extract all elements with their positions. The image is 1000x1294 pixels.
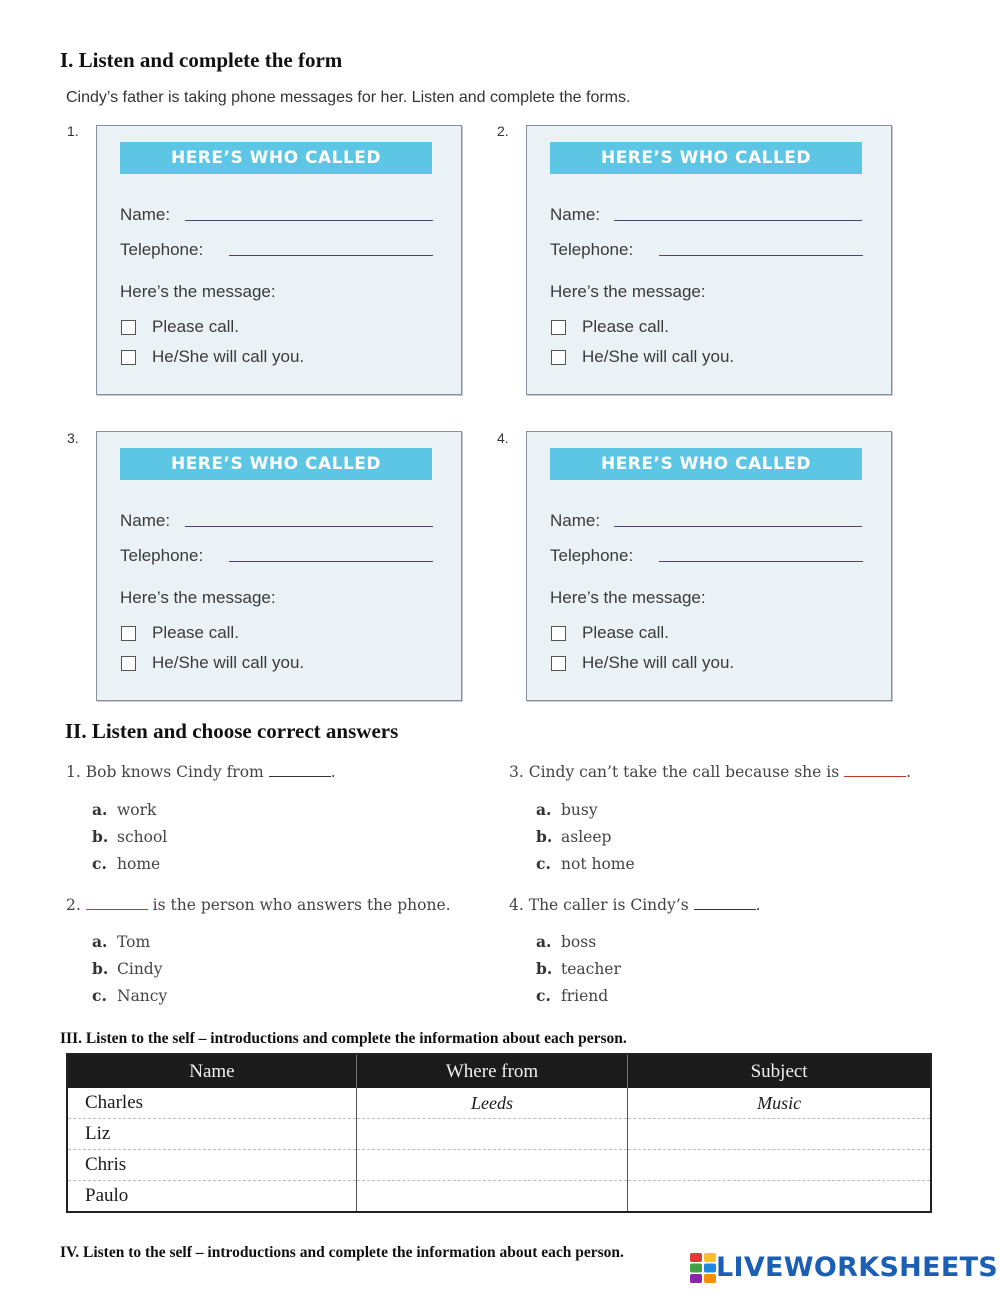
option-text: boss: [561, 933, 597, 951]
form-banner: HERE’S WHO CALLED: [120, 448, 432, 480]
subject-cell: Music: [628, 1088, 931, 1119]
option-text: home: [117, 855, 161, 873]
question-3: [509, 763, 911, 781]
name-answer-line[interactable]: [614, 526, 862, 527]
where-from-cell[interactable]: [356, 1119, 627, 1150]
table-row: [67, 1181, 931, 1213]
name-answer-line[interactable]: [614, 220, 862, 221]
please-call-checkbox[interactable]: [551, 626, 566, 641]
option-text: busy: [561, 801, 598, 819]
question-text-end: is the person who answers the phone.: [152, 896, 451, 914]
telephone-label: Telephone:: [550, 546, 634, 565]
option-text: asleep: [561, 828, 612, 846]
section-1-instruction: Cindy’s father is taking phone messages for her. Listen and complete the forms.: [66, 89, 631, 106]
information-table: [66, 1053, 932, 1213]
person-name: Chris: [67, 1150, 356, 1181]
will-call-label: He/She will call you.: [582, 653, 735, 672]
column-header-where-from: Where from: [356, 1054, 627, 1088]
name-label: Name:: [120, 205, 171, 224]
telephone-answer-line[interactable]: [659, 255, 863, 256]
option-text: school: [117, 828, 168, 846]
please-call-option: [551, 623, 669, 643]
option-letter: c.: [92, 986, 107, 1005]
section-3-title: III. Listen to the self – introductions and complete the information about each person.: [60, 1030, 627, 1047]
please-call-label: Please call.: [582, 623, 669, 642]
question-2: [66, 896, 451, 914]
telephone-answer-line[interactable]: [229, 255, 433, 256]
section-2-title: II. Listen and choose correct answers: [65, 719, 399, 743]
question-number: 1.: [66, 763, 81, 781]
message-label: Here’s the message:: [120, 282, 276, 301]
option-text: Tom: [117, 933, 151, 951]
name-label: Name:: [550, 205, 601, 224]
option-text: Nancy: [117, 987, 168, 1005]
answer-blank[interactable]: [86, 897, 148, 910]
will-call-label: He/She will call you.: [582, 347, 735, 366]
person-name: Charles: [67, 1088, 356, 1119]
will-call-option: [551, 347, 734, 367]
option-b[interactable]: [536, 827, 611, 846]
where-from-cell[interactable]: [356, 1181, 627, 1213]
section-4-title: IV. Listen to the self – introductions and complete the information about each person.: [60, 1244, 624, 1261]
option-letter: b.: [536, 959, 553, 978]
message-label: Here’s the message:: [120, 588, 276, 607]
liveworksheets-logo-icon: [690, 1253, 716, 1283]
logo-text: LIVEWORKSHEETS: [716, 1252, 999, 1283]
will-call-checkbox[interactable]: [121, 656, 136, 671]
form-banner: HERE’S WHO CALLED: [550, 142, 862, 174]
will-call-option: [121, 653, 304, 673]
will-call-checkbox[interactable]: [551, 656, 566, 671]
please-call-label: Please call.: [152, 317, 239, 336]
where-from-cell[interactable]: [356, 1150, 627, 1181]
option-letter: b.: [92, 827, 109, 846]
will-call-option: [551, 653, 734, 673]
form-number: 4.: [497, 430, 509, 446]
will-call-label: He/She will call you.: [152, 347, 305, 366]
option-letter: a.: [92, 800, 108, 819]
option-text: friend: [561, 987, 609, 1005]
will-call-label: He/She will call you.: [152, 653, 305, 672]
subject-cell[interactable]: [628, 1119, 931, 1150]
name-label: Name:: [120, 511, 171, 530]
question-text-end: .: [755, 896, 761, 914]
column-header-subject: Subject: [628, 1054, 931, 1088]
form-number: 1.: [67, 123, 79, 139]
person-name: Paulo: [67, 1181, 356, 1213]
table-header-row: [67, 1054, 931, 1088]
option-c[interactable]: [92, 986, 167, 1005]
table-row: [67, 1088, 931, 1119]
name-label: Name:: [550, 511, 601, 530]
answer-blank[interactable]: [844, 764, 906, 777]
question-text: The caller is Cindy’s: [528, 896, 689, 914]
form-banner: HERE’S WHO CALLED: [550, 448, 862, 480]
will-call-checkbox[interactable]: [121, 350, 136, 365]
question-4: [509, 896, 761, 914]
message-label: Here’s the message:: [550, 282, 706, 301]
option-letter: a.: [536, 932, 552, 951]
subject-cell[interactable]: [628, 1181, 931, 1213]
table-row: [67, 1119, 931, 1150]
option-c[interactable]: [92, 854, 160, 873]
option-b[interactable]: [92, 959, 162, 978]
form-banner: HERE’S WHO CALLED: [120, 142, 432, 174]
message-label: Here’s the message:: [550, 588, 706, 607]
question-number: 3.: [509, 763, 524, 781]
where-from-cell: Leeds: [356, 1088, 627, 1119]
question-text: Bob knows Cindy from: [85, 763, 264, 781]
person-name: Liz: [67, 1119, 356, 1150]
question-1: [66, 763, 336, 781]
telephone-label: Telephone:: [550, 240, 634, 259]
option-c[interactable]: [536, 854, 635, 873]
question-number: 2.: [66, 896, 81, 914]
column-header-name: Name: [67, 1054, 356, 1088]
option-text: not home: [561, 855, 635, 873]
option-letter: a.: [536, 800, 552, 819]
question-text-end: .: [906, 763, 912, 781]
message-form-card: [526, 431, 892, 701]
option-letter: b.: [92, 959, 109, 978]
option-text: Cindy: [117, 960, 163, 978]
option-a[interactable]: [536, 932, 596, 951]
answer-blank[interactable]: [694, 897, 756, 910]
name-answer-line[interactable]: [185, 526, 433, 527]
will-call-checkbox[interactable]: [551, 350, 566, 365]
option-text: teacher: [561, 960, 621, 978]
subject-cell[interactable]: [628, 1150, 931, 1181]
option-c[interactable]: [536, 986, 608, 1005]
telephone-answer-line[interactable]: [659, 561, 863, 562]
option-letter: c.: [536, 986, 551, 1005]
will-call-option: [121, 347, 304, 367]
option-letter: c.: [536, 854, 551, 873]
telephone-label: Telephone:: [120, 546, 204, 565]
please-call-option: [551, 317, 669, 337]
answer-blank[interactable]: [269, 764, 331, 777]
message-form-card: [96, 125, 462, 395]
option-a[interactable]: [92, 932, 150, 951]
liveworksheets-logo: [690, 1252, 998, 1283]
message-form-card: [526, 125, 892, 395]
please-call-checkbox[interactable]: [121, 320, 136, 335]
option-text: work: [117, 801, 157, 819]
table-row: [67, 1150, 931, 1181]
telephone-label: Telephone:: [120, 240, 204, 259]
please-call-checkbox[interactable]: [121, 626, 136, 641]
section-1-title: I. Listen and complete the form: [60, 48, 343, 72]
form-number: 3.: [67, 430, 79, 446]
please-call-checkbox[interactable]: [551, 320, 566, 335]
option-letter: a.: [92, 932, 108, 951]
option-letter: b.: [536, 827, 553, 846]
question-number: 4.: [509, 896, 524, 914]
option-a[interactable]: [92, 800, 156, 819]
name-answer-line[interactable]: [185, 220, 433, 221]
option-a[interactable]: [536, 800, 598, 819]
option-b[interactable]: [536, 959, 621, 978]
question-text: Cindy can’t take the call because she is: [528, 763, 840, 781]
option-b[interactable]: [92, 827, 167, 846]
please-call-label: Please call.: [152, 623, 239, 642]
question-text-end: .: [330, 763, 336, 781]
please-call-label: Please call.: [582, 317, 669, 336]
please-call-option: [121, 317, 239, 337]
option-letter: c.: [92, 854, 107, 873]
message-form-card: [96, 431, 462, 701]
telephone-answer-line[interactable]: [229, 561, 433, 562]
form-number: 2.: [497, 123, 509, 139]
please-call-option: [121, 623, 239, 643]
